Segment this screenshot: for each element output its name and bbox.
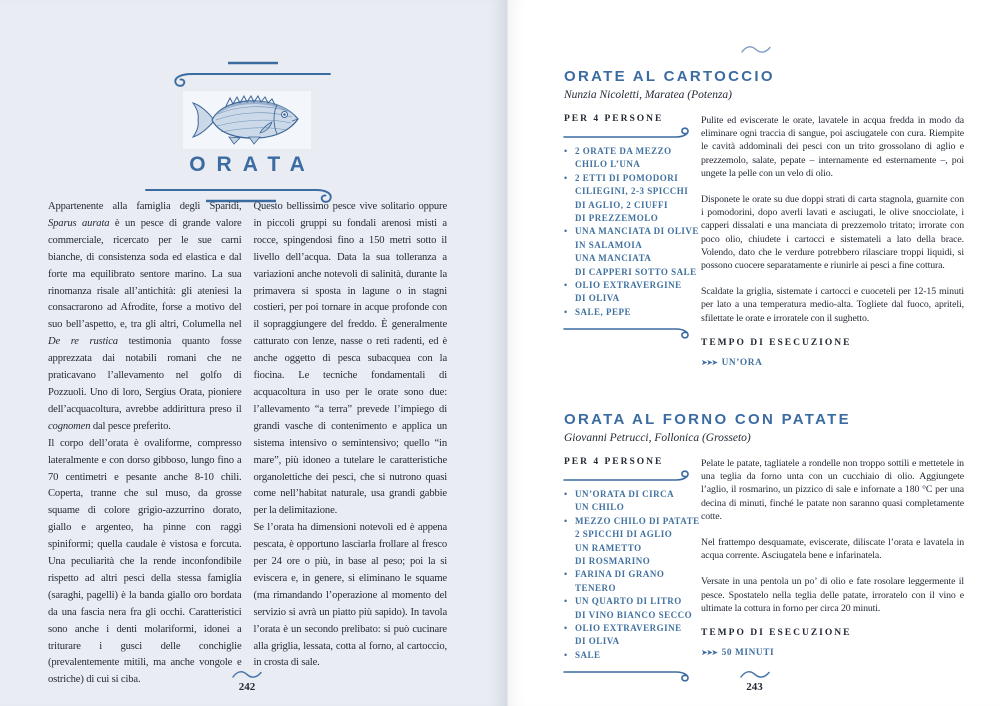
chapter-title: ORATA xyxy=(189,153,316,176)
servings-label: PER 4 PERSONE xyxy=(564,457,664,467)
recipe-title: ORATA AL FORNO CON PATATE xyxy=(564,411,851,428)
fish-illustration-box xyxy=(183,91,311,149)
recipe-title: ORATE AL CARTOCCIO xyxy=(564,68,775,85)
servings-label: PER 4 PERSONE xyxy=(564,114,664,124)
intro-column-1 xyxy=(48,199,242,689)
ingredient-item: • 2 ORATE DA MEZZO CHILO L’UNA xyxy=(564,145,701,172)
ingredients-panel xyxy=(564,457,701,682)
recipe-steps xyxy=(701,114,964,325)
ingredient-item: • UN QUARTO DI LITRO DI VINO BIANCO SECCO xyxy=(564,595,701,622)
ingredients-panel xyxy=(564,114,701,370)
right-page-footer xyxy=(508,669,1000,693)
ingredient-item: • UN’ORATA DI CIRCA UN CHILO xyxy=(564,488,701,515)
recipe-step: Pelate le patate, tagliatele a rondelle non troppo sottili e mettetele in una teglia da forno unta con un cucchiaio di olio. Aggiungete l’aglio, il rosmarino, un pizzico di sale e infornate a 180 °C per una decina di minuti, finché le patate non saranno quasi completamente cotte. xyxy=(701,458,964,522)
ingredient-list xyxy=(564,488,701,662)
intro-columns xyxy=(48,199,447,689)
page-number: 242 xyxy=(238,681,256,693)
time-label: TEMPO DI ESECUZIONE xyxy=(701,628,852,639)
ingredient-item: • SALE, PEPE xyxy=(564,306,701,319)
time-value: 50 MINUTI xyxy=(721,648,775,659)
ingredient-item: • UNA MANCIATA DI OLIVE IN SALAMOIA UNA MANCIATA DI CAPPERI SOTTO SALE xyxy=(564,225,701,279)
left-page-footer xyxy=(47,669,447,693)
recipe-orate-al-cartoccio xyxy=(564,68,964,370)
page-number: 243 xyxy=(746,681,763,693)
intro-paragraph: Appartenente alla famiglia degli Sparidi, Sparus aurata è un pesce di grande valore commerciale, ricercato per le sue carni bianche, di consistenza soda ed elastica e dal forte ma equilibrato sentore marino. La sua rinomanza risale all’antichità: gli ateniesi la consacrarono ad Afrodite, forse a motivo del suo bell’aspetto, e, tra gli altri, Columella nel De re rustica testimonia quanto fosse apprezzata dai notabili romani che ne praticavano l’allevamento nel golfo di Pozzuoli. Uno di loro, Sergius Orata, pioniere dell’acquacoltura, avrebbe addirittura preso il cognomen dal pesce preferito. xyxy=(48,201,242,432)
ingredient-item: • OLIO EXTRAVERGINE DI OLIVA xyxy=(564,622,701,649)
execution-time xyxy=(701,628,964,660)
intro-paragraph: Il corpo dell’orata è ovaliforme, compresso lateralmente e con dorso gibboso, lungo fino a 70 centimetri e pesante anche 8-10 chili. Coperta, tranne che sul muso, da grosse squame di colore grigio-azzurrino dorato, giallo e argenteo, ha pinne con raggi spiniformi; quella caudale è vistosa e forcuta. Una peculiarità che la rende inconfondibile rispetto ad altri pesci della stessa famiglia (saraghi, pagelli) è la banda giallo oro bordata da una fascia nera fra gli occhi. Caratteristici sono anche i denti molariformi, idonei a triturare i gusci delle conchiglie (prevalentemente mitili, ma anche vongole e ostriche) di cui si ciba. xyxy=(48,437,242,686)
triple-arrow-icon: ➤➤➤ xyxy=(701,357,717,367)
triple-arrow-icon: ➤➤➤ xyxy=(701,648,717,658)
execution-time xyxy=(701,338,964,370)
recipe-step: Scaldate la griglia, sistemate i cartocci e cuoceteli per 12-15 minuti per lato a una temperatura medio-alta. Togliete dal fuoco, apriteli, sfilettate le orate e irroratele con il sughetto. xyxy=(701,286,964,324)
ingredient-item: • FARINA DI GRANO TENERO xyxy=(564,568,701,595)
flourish-top-icon xyxy=(162,60,332,88)
recipe-step: Disponete le orate su due doppi strati di carta stagnola, guarnite con i pomodorini, dopo averli lavati e asciugati, le olive snocciolate, i capperi dissalati e una manciata di prezzemolo tritato; irrorate con poco olio, chiudete i cartocci e sistemateli a lato della brace. Volendo, dato che le verdure potrebbero rilasciare troppi liquidi, si possono cuocere separatamente e riunirle ai pesci a fine cottura. xyxy=(701,194,964,272)
ingredient-item: • MEZZO CHILO DI PATATE 2 SPICCHI DI AGLIO UN RAMETTO DI ROSMARINO xyxy=(564,515,701,569)
rule-curl-icon xyxy=(564,470,694,483)
recipe-author: Giovanni Petrucci, Follonica (Grosseto) xyxy=(564,432,751,444)
ingredient-item: • OLIO EXTRAVERGINE DI OLIVA xyxy=(564,279,701,306)
ingredient-list xyxy=(564,145,701,319)
right-page xyxy=(507,0,1000,706)
time-value: UN’ORA xyxy=(721,357,763,368)
tilde-icon xyxy=(231,669,263,680)
ingredient-item: • SALE xyxy=(564,649,701,662)
tilde-icon xyxy=(739,669,771,680)
recipe-steps xyxy=(701,457,964,615)
tilde-icon xyxy=(740,44,772,55)
chapter-header xyxy=(47,60,447,207)
recipe-step: Nel frattempo desquamate, eviscerate, diliscate l’orata e lavatela in acqua corrente. Asciugatela bene e infarinatela. xyxy=(701,537,964,562)
intro-paragraph: Questo bellissimo pesce vive solitario oppure in piccoli gruppi su fondali arenosi misti a rocce, spingendosi fino a 150 metri sotto il livello dell’acqua. Data la sua tolleranza a variazioni anche notevoli di salinità, durante la primavera si sposta in lagune o in stagni costieri, per poi tornare in acque profonde con il sopraggiungere del freddo. È generalmente catturato con lenze, nasse o reti radenti, ed è anche oggetto di pesca subacquea con la fiocina. Le tecniche fondamentali di acquacoltura in uso per le orate sono due: l’allevamento “a terra” prevede l’impiego di grandi vasche di contenimento e applica un sistema intensivo o semintensivo; quello “in mare”, più idoneo a tutelare le caratteristiche organolettiche dei pesci, che si nutrono quasi come nell’habitat naturale, usa grandi gabbie per la delimitazione. xyxy=(253,201,447,517)
recipe-step: Versate in una pentola un po’ di olio e fate rosolare leggermente il pesce. Spostatelo nella teglia delle patate, irroratelo con il vino e ultimate la cottura in forno per circa 20 minuti. xyxy=(701,576,964,614)
ingredient-item: • 2 ETTI DI POMODORI CILIEGINI, 2-3 SPICCHI DI AGLIO, 2 CIUFFI DI PREZZEMOLO xyxy=(564,172,701,226)
time-label: TEMPO DI ESECUZIONE xyxy=(701,337,852,348)
recipe-author: Nunzia Nicoletti, Maratea (Potenza) xyxy=(564,89,733,101)
fish-illustration xyxy=(188,94,306,146)
intro-column-2 xyxy=(254,199,448,689)
intro-paragraph: Se l’orata ha dimensioni notevoli ed è appena pescata, è opportuno lasciarla frollare al fresco per 24 ore o più, in base al peso; poi la si eviscera e, in genere, si eliminano le squame (ma rimandando l’operazione al momento del servizio si avrà un piatto più sapido). In tavola l’orata è un secondo prelibato: si può cucinare alla griglia, lessata, cotta al forno, al cartoccio, in crosta di sale. xyxy=(253,522,447,669)
recipe-step: Pulite ed eviscerate le orate, lavatele in acqua fredda in modo da eliminare ogni traccia di sangue, poi asciugatele con cura. Riempite le cavità addominali dei pesci con un trito grossolano di aglio e prezzemolo, salate, pepate – internamente ed esternamente –, poi ungete la pelle con un velo di olio. xyxy=(701,115,964,179)
rule-curl-icon xyxy=(564,326,694,339)
rule-curl-icon xyxy=(564,127,694,140)
recipe-orata-al-forno-con-patate xyxy=(564,411,964,682)
